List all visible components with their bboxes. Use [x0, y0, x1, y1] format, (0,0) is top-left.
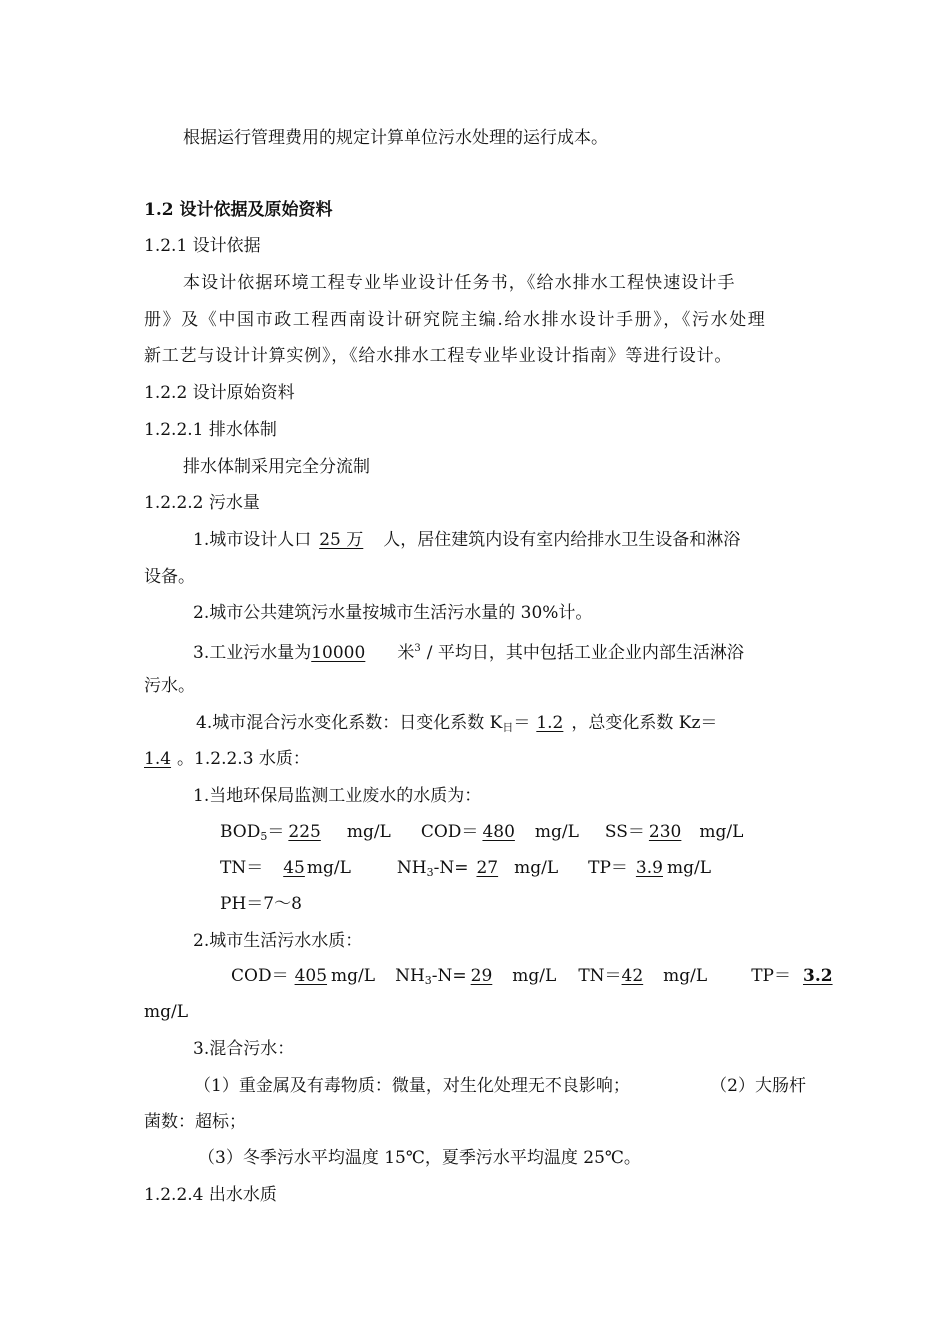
section-heading-1-2-2: 1.2.2 设计原始资料: [144, 383, 295, 403]
population-line: 1.城市设计人口 25 万 人，居住建筑内设有室内给排水卫生设备和淋浴: [193, 530, 741, 550]
domestic-quality-unit-cont: mg/L: [144, 1002, 189, 1022]
tp-value: 3.9: [635, 858, 663, 878]
industrial-sewage-line: 3.工业污水量为10000 米$^3$ / 平均日，其中包括工业企业内部生活淋浴: [193, 643, 744, 663]
population-value: 25 万: [319, 530, 364, 550]
domestic-quality-title: 2.城市生活污水水质：: [193, 931, 363, 951]
basis-line-3: 新工艺与设计计算实例》，《给水排水工程专业毕业设计指南》等进行设计。: [144, 346, 733, 366]
mixed-sewage-item-1: （1）重金属及有毒物质：微量，对生化处理无不良影响； （2）大肠杆: [194, 1076, 806, 1096]
basis-line-1: 本设计依据环境工程专业毕业设计任务书，《给水排水工程快速设计手: [183, 273, 736, 293]
industrial-quality-row-1: $BOD_5= 225$ mg/L COD＝ 480 mg/L SS＝ 230 mg/L: [220, 822, 744, 843]
section-heading-1-2: 1.2 设计依据及原始资料: [144, 200, 333, 220]
domestic-nh3n-value: 29: [470, 966, 493, 986]
ss-value: 230: [648, 822, 682, 842]
variation-coefficient-line-cont: 1.4 。1.2.2.3 水质：: [144, 749, 310, 769]
intro-paragraph: 根据运行管理费用的规定计算单位污水处理的运行成本。: [183, 128, 608, 148]
mixed-sewage-title: 3.混合污水：: [193, 1039, 295, 1059]
section-heading-1-2-2-1: 1.2.2.1 排水体制: [144, 420, 277, 440]
section-heading-1-2-1: 1.2.1 设计依据: [144, 236, 261, 256]
drainage-system-text: 排水体制采用完全分流制: [183, 457, 370, 477]
industrial-sewage-value: 10000: [311, 643, 366, 663]
mixed-sewage-item-2: 菌数：超标；: [144, 1112, 246, 1132]
bod-value: 225: [288, 822, 321, 842]
total-coefficient-value: 1.4: [144, 749, 172, 769]
industrial-quality-ph: PH＝7～8: [220, 894, 302, 914]
public-building-line: 2.城市公共建筑污水量按城市生活污水量的 30%计。: [193, 603, 593, 623]
daily-coefficient-value: 1.2: [536, 713, 564, 733]
section-heading-1-2-2-3: 1.2.2.3 水质：: [194, 749, 310, 769]
industrial-sewage-line-cont: 污水。: [144, 676, 195, 696]
industrial-quality-title: 1.当地环保局监测工业废水的水质为：: [193, 786, 482, 806]
domestic-cod-value: 405: [294, 966, 328, 986]
cod-value: 480: [482, 822, 515, 842]
variation-coefficient-line: 4.城市混合污水变化系数：日变化系数 $K_日= 1.2$ ，总变化系数 Kz＝: [196, 713, 718, 734]
nh3n-value: 27: [476, 858, 499, 878]
mixed-sewage-item-3: （3）冬季污水平均温度 15℃，夏季污水平均温度 25℃。: [198, 1148, 641, 1168]
domestic-tp-value: 3.2: [802, 966, 833, 986]
basis-line-2: 册》及《中国市政工程西南设计研究院主编.给水排水设计手册》，《污水处理: [144, 310, 767, 330]
population-line-cont: 设备。: [144, 567, 195, 587]
tn-value: 45: [283, 858, 305, 878]
section-heading-1-2-2-2: 1.2.2.2 污水量: [144, 493, 260, 513]
industrial-quality-row-2: TN＝ 45 mg/L $NH_3-N= 27$ mg/L TP＝ 3.9 mg/L: [220, 858, 711, 879]
domestic-quality-row: COD＝ 405 mg/L $NH_3-N= 29$ mg/L TN＝42 mg/L TP＝ 3.2: [231, 966, 833, 987]
domestic-tn-value: 42: [621, 966, 644, 986]
section-heading-1-2-2-4: 1.2.2.4 出水水质: [144, 1185, 277, 1205]
